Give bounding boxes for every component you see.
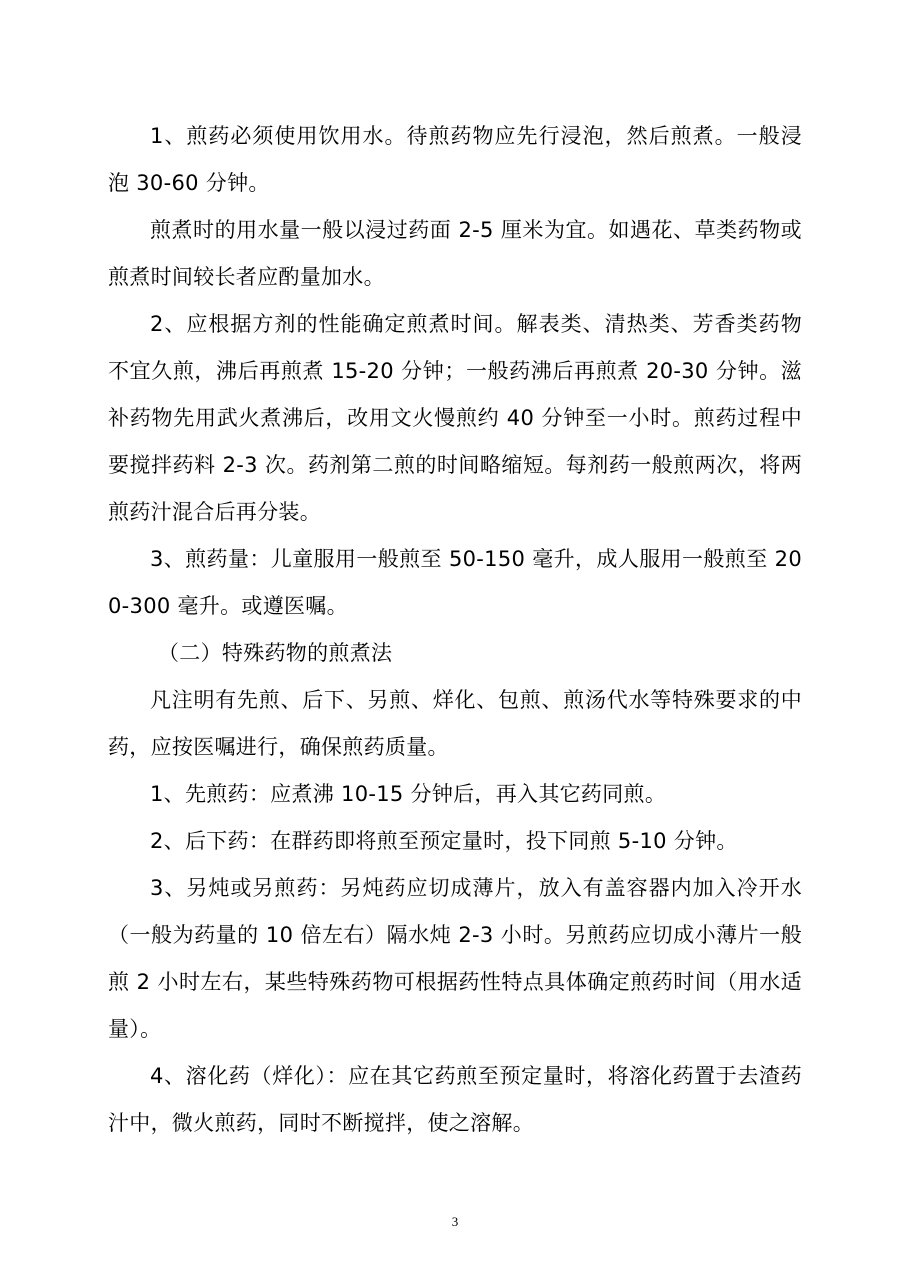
section-heading: （二）特殊药物的煎煮法 (158, 641, 393, 665)
paragraph-decoction-volume: 3、煎药量：儿童服用一般煎至 50-150 毫升，成人服用一般煎至 200-300 毫升。或遵医嘱。 (108, 547, 802, 618)
document-body (108, 113, 802, 1147)
paragraph-separate-decoction: 3、另炖或另煎药：另炖药应切成薄片，放入有盖容器内加入冷开水（一般为药量的 10 倍左右）隔水炖 2-3 小时。另煎药应切成小薄片一般煎 2 小时左右，某些特殊药物可根据药性特点具体确定煎药时间（用水适量）。 (108, 876, 802, 1041)
paragraph-decoction-water: 1、煎药必须使用饮用水。待煎药物应先行浸泡，然后煎煮。一般浸泡 30-60 分钟。 (108, 124, 802, 195)
paragraph-add-later: 2、后下药：在群药即将煎至预定量时，投下同煎 5-10 分钟。 (150, 829, 738, 853)
paragraph-decoct-first: 1、先煎药：应煮沸 10-15 分钟后，再入其它药同煎。 (150, 782, 667, 806)
paragraph-decoction-time: 2、应根据方剂的性能确定煎煮时间。解表类、清热类、芳香类药物不宜久煎，沸后再煎煮 15-20 分钟；一般药沸后再煎煮 20-30 分钟。滋补药物先用武火煮沸后，改用文火慢煎约 40 分钟至一小时。煎药过程中要搅拌药料 2-3 次。药剂第二煎的时间略缩短。每剂药一般煎两次，将两煎药汁混合后再分装。 (108, 312, 802, 524)
paragraph-special-requirements: 凡注明有先煎、后下、另煎、烊化、包煎、煎汤代水等特殊要求的中药，应按医嘱进行，确保煎药质量。 (108, 688, 802, 759)
page-number: 3 (451, 1214, 459, 1229)
paragraph-dissolve: 4、溶化药（烊化）：应在其它药煎至预定量时，将溶化药置于去渣药汁中，微火煎药，同时不断搅拌，使之溶解。 (108, 1064, 802, 1135)
paragraph-water-amount: 煎煮时的用水量一般以浸过药面 2-5 厘米为宜。如遇花、草类药物或煎煮时间较长者应酌量加水。 (108, 218, 802, 289)
